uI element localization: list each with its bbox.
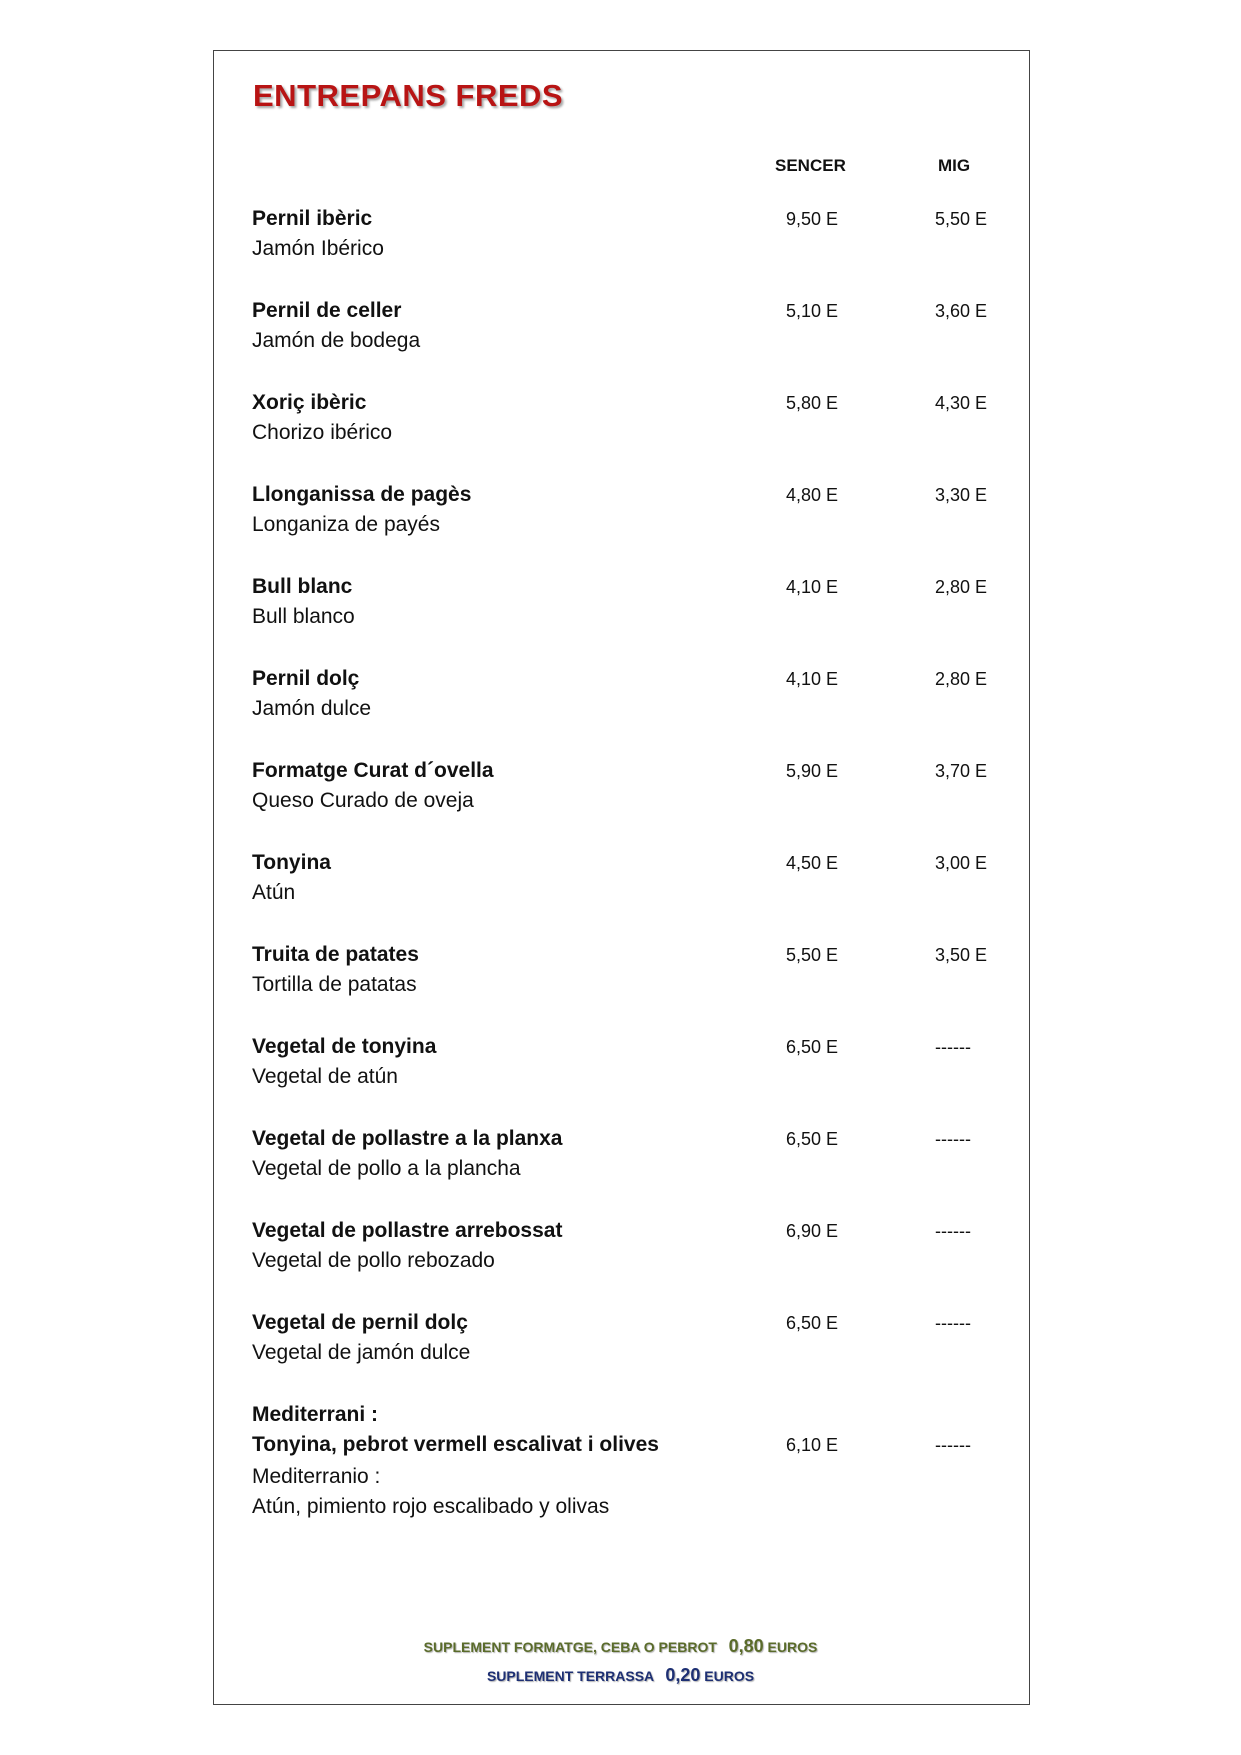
price-sencer: 5,80 E [786, 393, 839, 413]
item-description: Vegetal de pollo a la plancha [252, 1157, 521, 1180]
column-header-sencer: SENCER [775, 156, 846, 175]
item-description: Jamón de bodega [252, 329, 421, 352]
price-mig: 3,70 E [935, 761, 988, 781]
price-mig: 4,30 E [935, 393, 988, 413]
price-mig: ------ [935, 1435, 971, 1455]
item-description: Longaniza de payés [252, 513, 440, 536]
item-name: Vegetal de pernil dolç [252, 1311, 468, 1334]
price-mig: ------ [935, 1037, 971, 1057]
item-name: Vegetal de tonyina [252, 1035, 437, 1058]
item-name: Pernil ibèric [252, 207, 373, 230]
menu-title: ENTREPANS FREDS [253, 78, 564, 113]
item-description: Vegetal de atún [252, 1065, 398, 1088]
menu-items [252, 204, 992, 1530]
price-mig: 2,80 E [935, 577, 988, 597]
price-mig: ------ [935, 1221, 971, 1241]
item-name-detail: Tonyina, pebrot vermell escalivat i olives [252, 1433, 659, 1456]
suplement-terrassa-amount: 0,20 [665, 1665, 701, 1685]
item-description: Vegetal de pollo rebozado [252, 1249, 495, 1272]
item-description: Atún [252, 881, 296, 904]
menu-item [252, 572, 992, 664]
menu-item [252, 1308, 992, 1400]
item-name: Pernil dolç [252, 667, 360, 690]
price-mig: 3,60 E [935, 301, 988, 321]
suplement-terrassa-unit: EUROS [704, 1668, 755, 1684]
menu-item [252, 664, 992, 756]
price-sencer: 9,50 E [786, 209, 839, 229]
menu-item [252, 1032, 992, 1124]
item-description: Chorizo ibérico [252, 421, 393, 444]
price-sencer: 4,10 E [786, 577, 839, 597]
item-name: Vegetal de pollastre arrebossat [252, 1219, 563, 1242]
menu-item [252, 296, 992, 388]
column-header-mig: MIG [938, 156, 971, 175]
item-description: Jamón dulce [252, 697, 372, 720]
item-description: Bull blanco [252, 605, 355, 628]
suplement-formatge-amount: 0,80 [728, 1636, 764, 1656]
item-name: Vegetal de pollastre a la planxa [252, 1127, 563, 1150]
price-sencer: 4,10 E [786, 669, 839, 689]
menu-item [252, 756, 992, 848]
item-name: Xoriç ibèric [252, 391, 367, 414]
suplement-terrassa [0, 1665, 1241, 1686]
price-sencer: 6,90 E [786, 1221, 839, 1241]
suplement-formatge-text: SUPLEMENT FORMATGE, CEBA O PEBROT [423, 1639, 717, 1655]
price-mig: ------ [935, 1313, 971, 1333]
item-description: Queso Curado de oveja [252, 789, 474, 812]
menu-item [252, 480, 992, 572]
suplement-terrassa-text: SUPLEMENT TERRASSA [486, 1668, 654, 1684]
item-name: Llonganissa de pagès [252, 483, 472, 506]
price-sencer: 5,10 E [786, 301, 839, 321]
price-sencer: 5,50 E [786, 945, 839, 965]
suplement-formatge-unit: EUROS [767, 1639, 818, 1655]
menu-item [252, 1216, 992, 1308]
item-description-detail: Atún, pimiento rojo escalibado y olivas [252, 1495, 610, 1518]
suplement-formatge [0, 1636, 1241, 1657]
price-mig: 2,80 E [935, 669, 988, 689]
price-sencer: 6,50 E [786, 1313, 839, 1333]
item-name: Mediterrani : [252, 1403, 379, 1426]
menu-item [252, 388, 992, 480]
price-mig: 3,50 E [935, 945, 988, 965]
menu-item [252, 204, 992, 296]
price-sencer: 6,10 E [786, 1435, 839, 1455]
price-mig: 5,50 E [935, 209, 988, 229]
price-sencer: 6,50 E [786, 1129, 839, 1149]
price-mig: 3,30 E [935, 485, 988, 505]
item-name: Bull blanc [252, 575, 353, 598]
price-sencer: 4,80 E [786, 485, 839, 505]
menu-item [252, 848, 992, 940]
item-name: Truita de patates [252, 943, 419, 966]
item-description: Tortilla de patatas [252, 973, 417, 996]
item-description: Mediterranio : [252, 1465, 381, 1488]
price-sencer: 4,50 E [786, 853, 839, 873]
price-sencer: 5,90 E [786, 761, 839, 781]
item-name: Pernil de celler [252, 299, 402, 322]
price-mig: ------ [935, 1129, 971, 1149]
item-name: Tonyina [252, 851, 331, 874]
item-name: Formatge Curat d´ovella [252, 759, 494, 782]
menu-item [252, 940, 992, 1032]
menu-item [252, 1124, 992, 1216]
item-description: Jamón Ibérico [252, 237, 384, 260]
item-description: Vegetal de jamón dulce [252, 1341, 471, 1364]
price-mig: 3,00 E [935, 853, 988, 873]
menu-item-mediterrani [252, 1400, 992, 1530]
price-sencer: 6,50 E [786, 1037, 839, 1057]
